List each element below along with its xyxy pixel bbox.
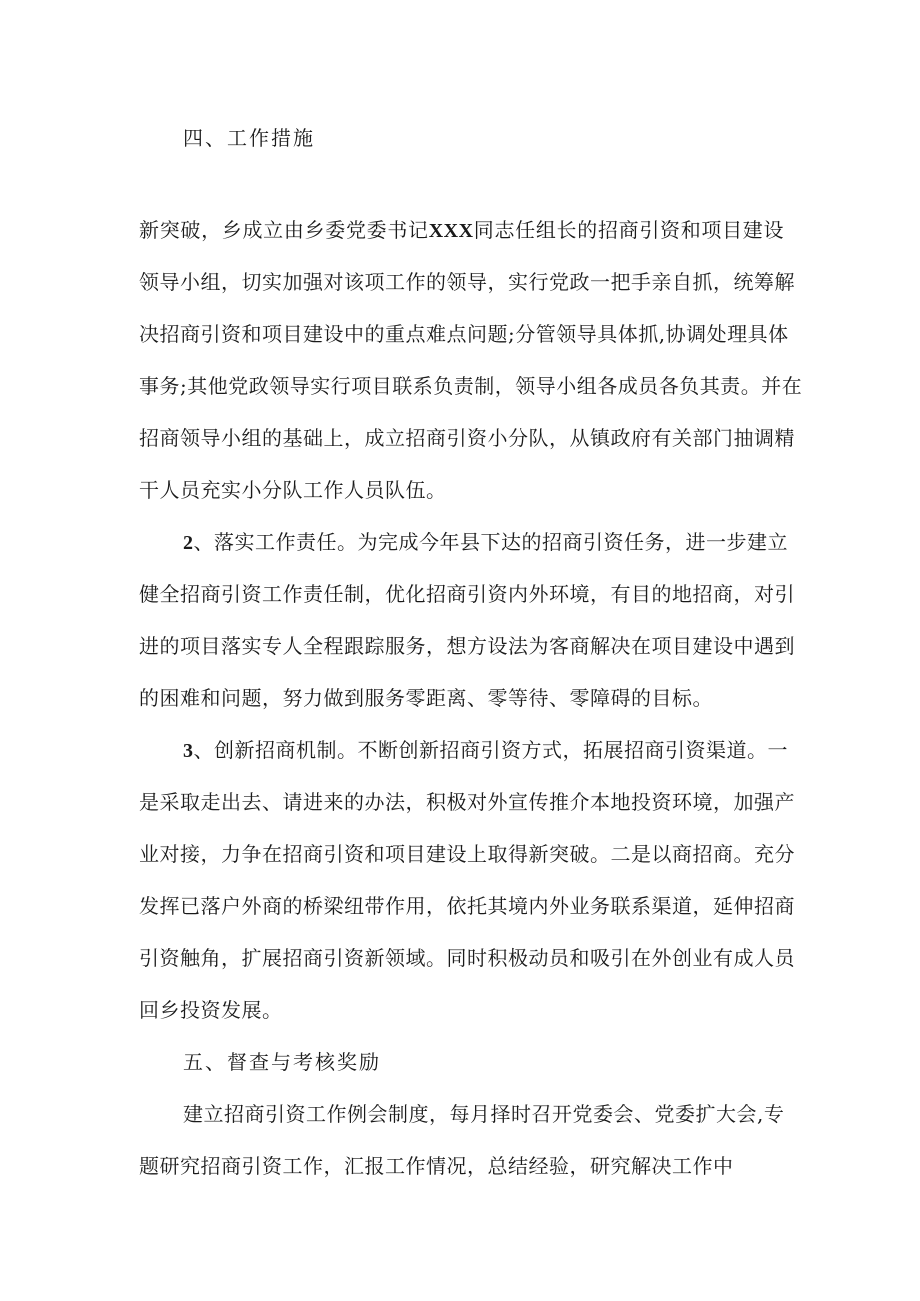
para2-number: 2 (183, 532, 194, 554)
para2-line2: 健全招商引资工作责任制，优化招商引资内外环境，有目的地招商，对引 (139, 582, 795, 606)
para3-line6: 回乡投资发展。 (139, 998, 283, 1022)
para1-line4: 事务;其他党政领导实行项目联系负责制，领导小组各成员各负其责。并在 (139, 374, 803, 398)
para1-line1 (139, 218, 784, 243)
para1-line6: 干人员充实小分队工作人员队伍。 (139, 478, 447, 502)
para1-line1-text-c: 同志任组长的招商引资和项目建设 (473, 218, 785, 242)
section-5-heading: 五、督查与考核奖励 (183, 1050, 381, 1074)
para1-line5: 招商领导小组的基础上，成立招商引资小分队，从镇政府有关部门抽调精 (139, 426, 795, 450)
para2-line1 (183, 530, 788, 555)
section5-para1-line1: 建立招商引资工作例会制度，每月择时召开党委会、党委扩大会,专 (183, 1102, 785, 1126)
secretary-name: XXX (428, 220, 474, 242)
section-4-heading: 四、工作措施 (183, 126, 315, 150)
para2-line4: 的困难和问题，努力做到服务零距离、零等待、零障碍的目标。 (139, 686, 713, 710)
para3-line5: 引资触角，扩展招商引资新领域。同时积极动员和吸引在外创业有成人员 (139, 946, 795, 970)
section5-para1-line2: 题研究招商引资工作，汇报工作情况，总结经验，研究解决工作中 (139, 1154, 734, 1178)
para3-line2: 是采取走出去、请进来的办法，积极对外宣传推介本地投资环境，加强产 (139, 790, 795, 814)
para1-line1-text-a: 新突破，乡成立由乡委党委书记 (139, 218, 429, 242)
para3-line3: 业对接，力争在招商引资和项目建设上取得新突破。二是以商招商。充分 (139, 842, 795, 866)
para3-line1 (183, 738, 788, 763)
para3-line1-text: 、创新招商机制。不断创新招商引资方式，拓展招商引资渠道。一 (193, 738, 788, 762)
para3-number: 3 (183, 740, 194, 762)
para2-line3: 进的项目落实专人全程跟踪服务，想方设法为客商解决在项目建设中遇到 (139, 634, 795, 658)
para1-line3: 决招商引资和项目建设中的重点难点问题;分管领导具体抓,协调处理具体 (139, 322, 789, 346)
para3-line4: 发挥已落户外商的桥梁纽带作用，依托其境内外业务联系渠道，延伸招商 (139, 894, 795, 918)
para1-line2: 领导小组，切实加强对该项工作的领导，实行党政一把手亲自抓，统筹解 (139, 270, 795, 294)
para2-line1-text: 、落实工作责任。为完成今年县下达的招商引资任务，进一步建立 (193, 530, 788, 554)
